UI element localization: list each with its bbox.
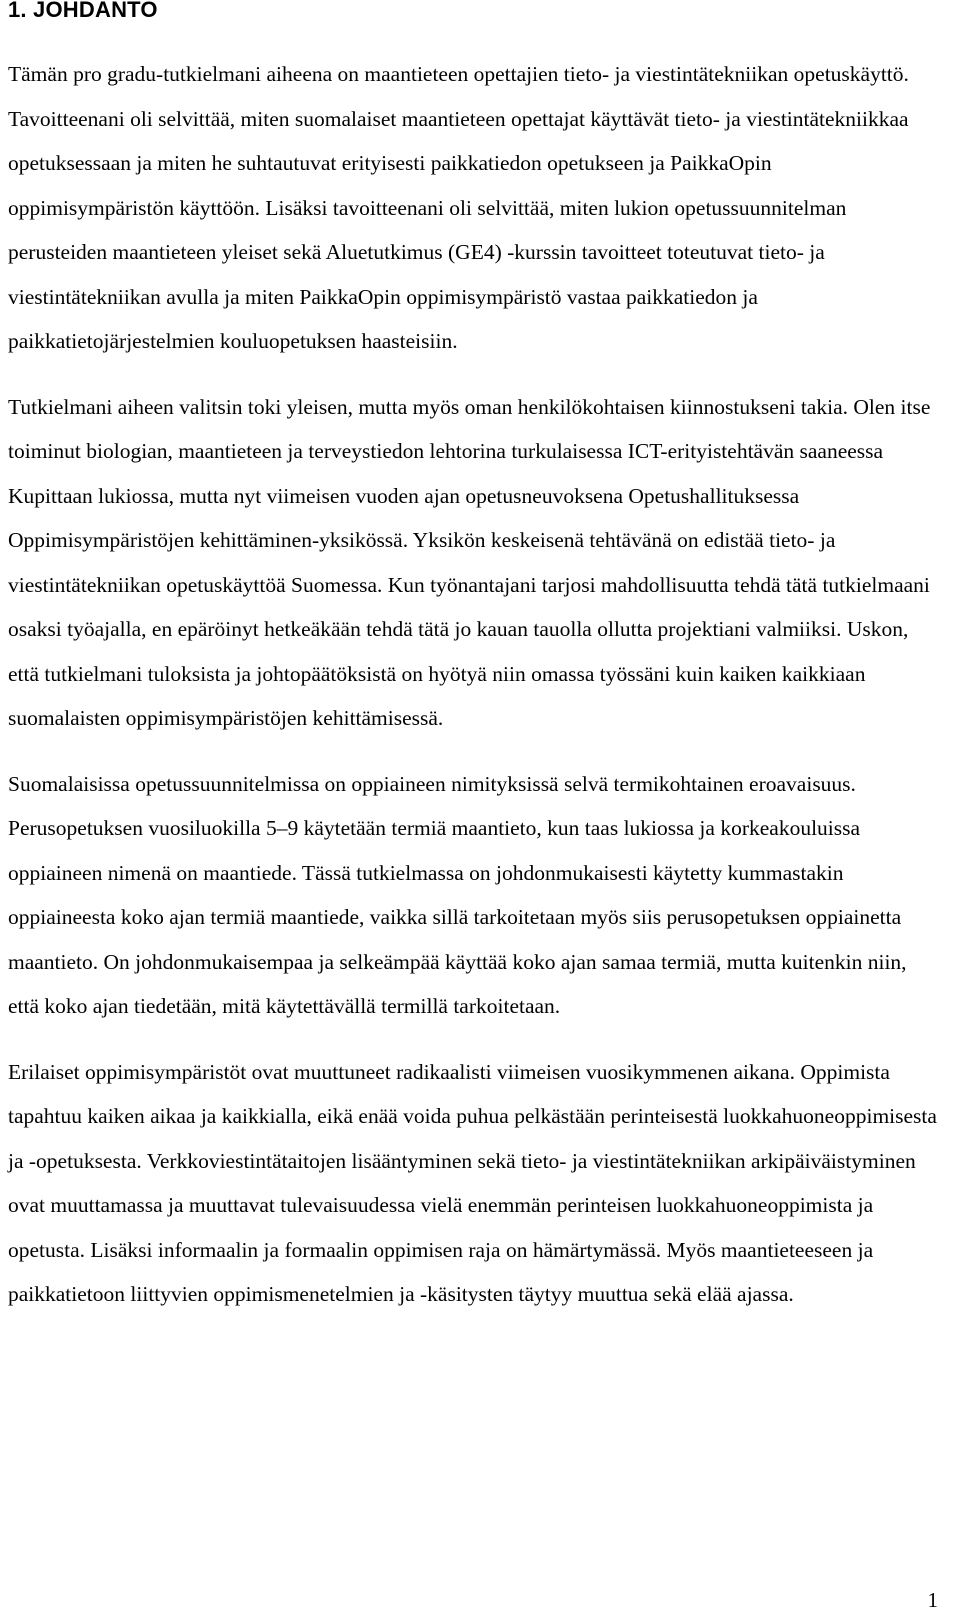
document-page — [8, 0, 938, 1317]
paragraph-1: Tämän pro gradu-tutkielmani aiheena on maantieteen opettajien tieto- ja viestintätekniikan opetuskäyttö. Tavoitteenani oli selvittää, miten suomalaiset maantieteen opettajat käyttävät tieto- ja viestintätekniikkaa opetuksessaan ja miten he suhtautuvat erityisesti paikkatiedon opetukseen ja PaikkaOpin oppimisympäristön käyttöön. Lisäksi tavoitteenani oli selvittää, miten lukion opetussuunnitelman perusteiden maantieteen yleiset sekä Aluetutkimus (GE4) -kurssin tavoitteet toteutuvat tieto- ja viestintätekniikan avulla ja miten PaikkaOpin oppimisympäristö vastaa paikkatiedon ja paikkatietojärjestelmien kouluopetuksen haasteisiin. — [8, 62, 909, 353]
paragraph-4: Erilaiset oppimisympäristöt ovat muuttuneet radikaalisti viimeisen vuosikymmenen aikana. Oppimista tapahtuu kaiken aikaa ja kaikkialla, eikä enää voida puhua pelkästään perinteisestä luokkahuoneoppimisesta ja -opetuksesta. Verkkoviestintätaitojen lisääntyminen sekä tieto- ja viestintätekniikan arkipäiväistyminen ovat muuttamassa ja muuttavat tulevaisuudessa vielä enemmän perinteisen luokkahuoneoppimista ja opetusta. Lisäksi informaalin ja formaalin oppimisen raja on hämärtymässä. Myös maantieteeseen ja paikkatietoon liittyvien oppimismenetelmien ja -käsitysten täytyy muuttua sekä elää ajassa. — [8, 1059, 937, 1306]
page-number: 1 — [927, 1588, 938, 1612]
paragraph-2: Tutkielmani aiheen valitsin toki yleisen, mutta myös oman henkilökohtaisen kiinnostukseni takia. Olen itse toiminut biologian, maantieteen ja terveystiedon lehtorina turkulaisessa ICT-erityistehtävän saaneessa Kupittaan lukiossa, mutta nyt viimeisen vuoden ajan opetusneuvoksena Opetushallituksessa Oppimisympäristöjen kehittäminen-yksikössä. Yksikön keskeisenä tehtävänä on edistää tieto- ja viestintätekniikan opetuskäyttöä Suomessa. Kun työnantajani tarjosi mahdollisuutta tehdä tätä tutkielmaani osaksi työajalla, en epäröinyt hetkeäkään tehdä tätä jo kauan tauolla ollutta projektiani valmiiksi. Uskon, että tutkielmani tuloksista ja johtopäätöksistä on hyötyä niin omassa työssäni kuin kaiken kaikkiaan suomalaisten oppimisympäristöjen kehittämisessä. — [8, 394, 931, 730]
section-heading: 1. JOHDANTO — [8, 0, 158, 22]
paragraph-3: Suomalaisissa opetussuunnitelmissa on oppiaineen nimityksissä selvä termikohtainen eroavaisuus. Perusopetuksen vuosiluokilla 5–9 käytetään termiä maantieto, kun taas lukiossa ja korkeakouluissa oppiaineen nimenä on maantiede. Tässä tutkielmassa on johdonmukaisesti käytetty kummastakin oppiaineesta koko ajan termiä maantiede, vaikka sillä tarkoitetaan myös siis perusopetuksen oppiainetta maantieto. On johdonmukaisempaa ja selkeämpää käyttää koko ajan samaa termiä, mutta kuitenkin niin, että koko ajan tiedetään, mitä käytettävällä termillä tarkoitetaan. — [8, 771, 907, 1018]
